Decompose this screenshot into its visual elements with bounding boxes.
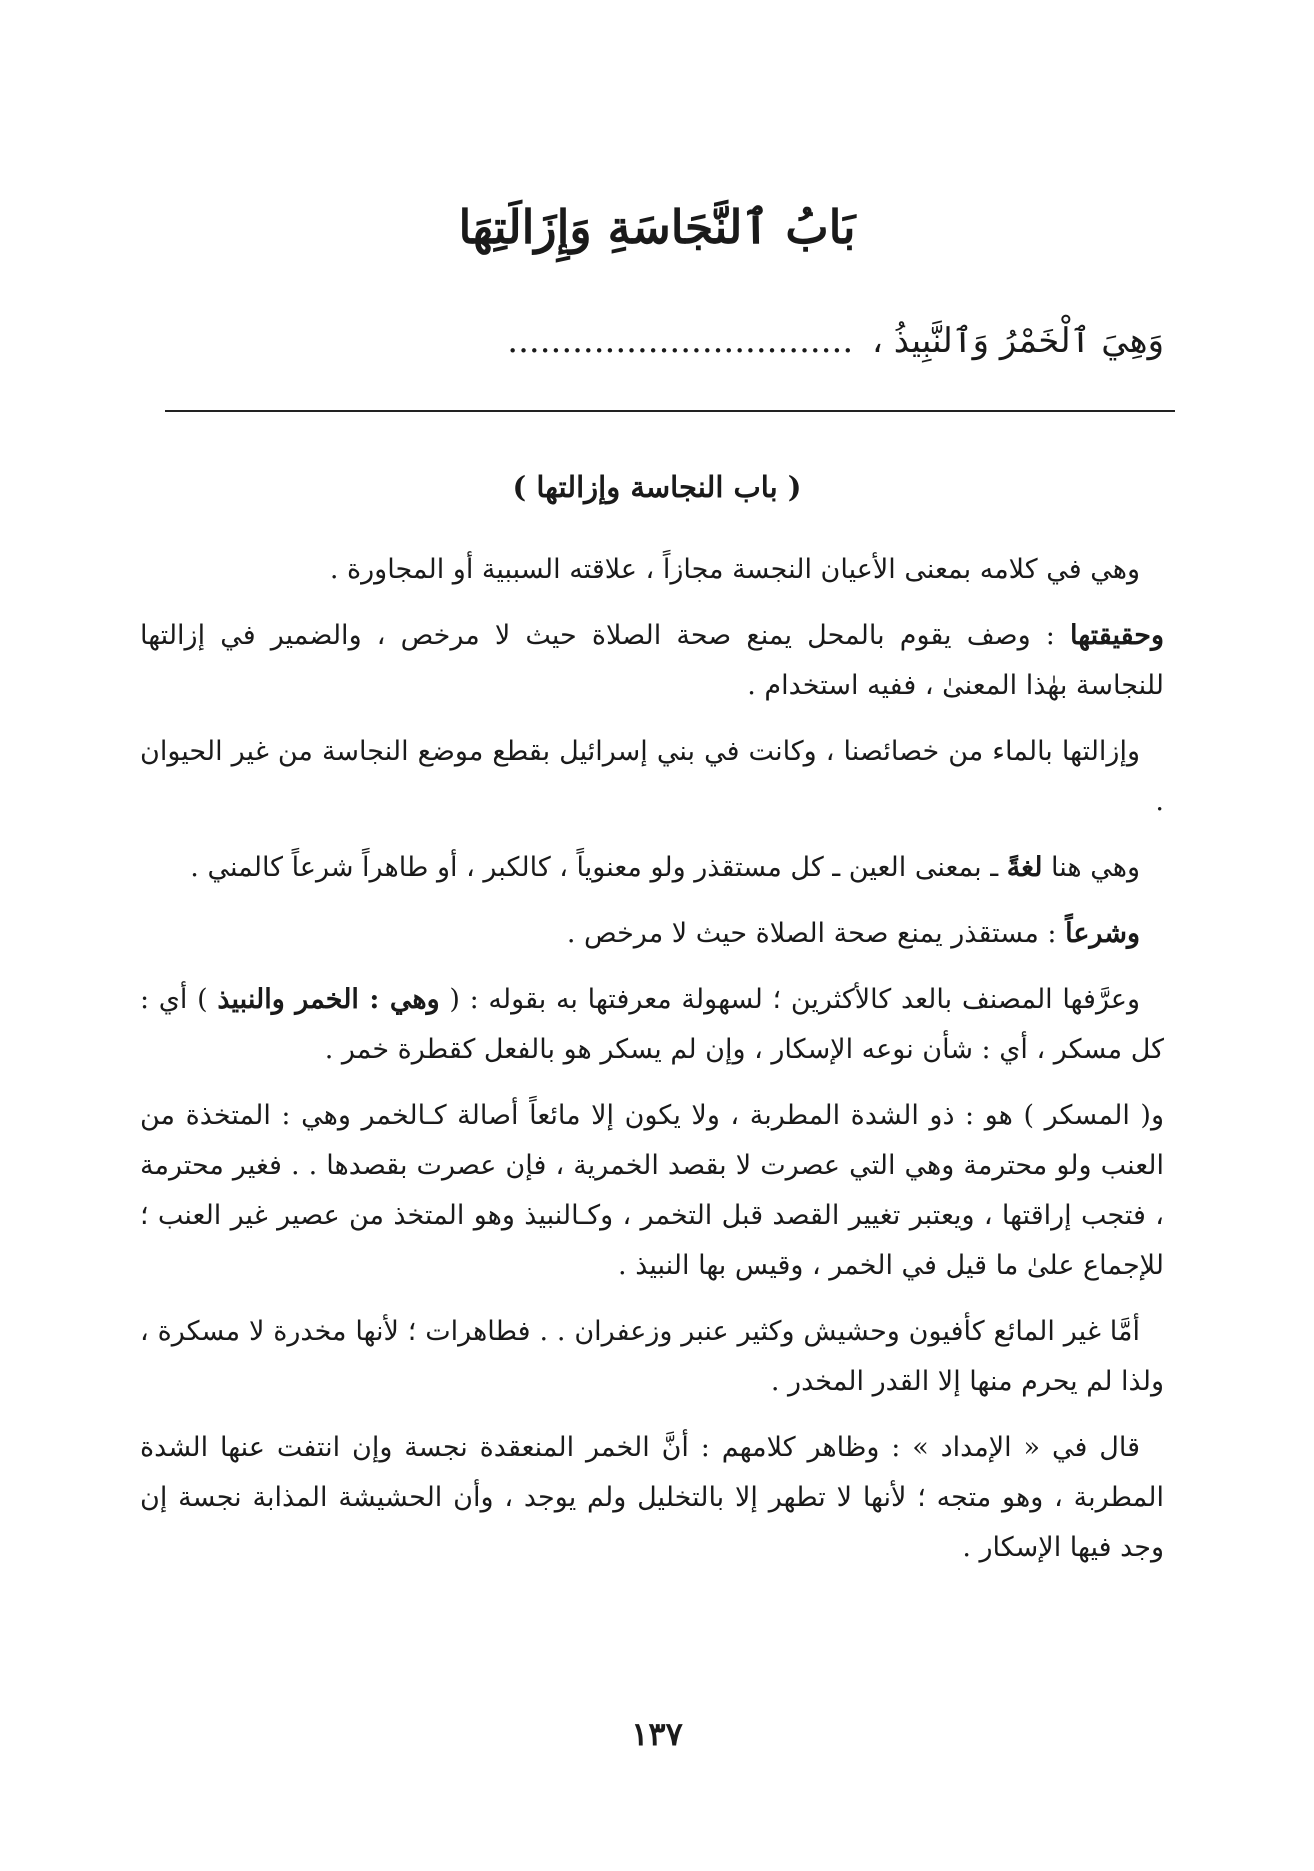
- paragraph-5: [140, 909, 1164, 959]
- paragraph-text: : وصف يقوم بالمحل يمنع صحة الصلاة حيث لا مرخص ، والضمير في إزالتها للنجاسة بهٰذا المعنىٰ ، ففيه استخدام .: [140, 620, 1164, 701]
- paragraph-2: [140, 611, 1164, 711]
- matn-dots: ................................: [507, 321, 854, 361]
- paragraph-7: [140, 1091, 1164, 1291]
- paragraph-text: ـ بمعنى العين ـ كل مستقذر ولو معنوياً ، كالكبر ، أو طاهراً شرعاً كالمني .: [190, 852, 1007, 883]
- paragraph-text: وهي في كلامه بمعنى الأعيان النجسة مجازاً ، علاقته السببية أو المجاورة .: [329, 554, 1140, 585]
- commentary-body: [140, 545, 1164, 1589]
- paragraph-3: [140, 727, 1164, 827]
- matn-line: [144, 320, 1164, 361]
- paragraph-pre: وعرَّفها المصنف بالعد كالأكثرين ؛ لسهولة معرفتها به بقوله : (: [439, 984, 1140, 1015]
- paragraph-text: قال في « الإمداد » : وظاهر كلامهم : أنَّ الخمر المنعقدة نجسة وإن انتفت عنها الشدة المطربة ، وهو متجه ؛ لأنها لا تطهر إلا بالتخليل ولم يوجد ، وأن الحشيشة المذابة نجسة إن وجد فيها الإسكار .: [140, 1432, 1164, 1563]
- paragraph-pre: وهي هنا: [1042, 852, 1140, 883]
- paragraph-4: [140, 843, 1164, 893]
- term-sharan: وشرعاً: [1065, 918, 1140, 949]
- paragraph-1: [140, 545, 1164, 595]
- paragraph-text: أمَّا غير المائع كأفيون وحشيش وكثير عنبر وزعفران . . فطاهرات ؛ لأنها مخدرة لا مسكرة ، ولذا لم يحرم منها إلا القدر المخدر .: [140, 1316, 1164, 1397]
- paragraph-text: و( المسكر ) هو : ذو الشدة المطربة ، ولا يكون إلا مائعاً أصالة كـالخمر وهي : المتخذة من العنب ولو محترمة وهي التي عصرت لا بقصد الخمرية ، فإن عصرت بقصدها . . فغير محترمة ، فتجب إراقتها ، ويعتبر تغيير القصد قبل التخمر ، وكـالنبيذ وهو المتخذ من عصير غير العنب ؛ للإجماع علىٰ ما قيل في الخمر ، وقيس بها النبيذ .: [140, 1100, 1164, 1281]
- matn-quote: وهي : الخمر والنبيذ: [217, 984, 440, 1015]
- page-number: ١٣٧: [631, 1715, 683, 1753]
- section-heading: ( باب النجاسة وإزالتها ): [512, 470, 802, 504]
- paragraph-6: [140, 975, 1164, 1075]
- paragraph-text: وإزالتها بالماء من خصائصنا ، وكانت في بني إسرائيل بقطع موضع النجاسة من غير الحيوان .: [140, 736, 1164, 817]
- term-haqiqatuha: وحقيقتها: [1069, 620, 1164, 651]
- term-lughatan: لغةً: [1006, 852, 1043, 883]
- paragraph-text: ) أي : كل مسكر ، أي : شأن نوعه الإسكار ، وإن لم يسكر هو بالفعل كقطرة خمر .: [140, 984, 1164, 1065]
- matn-text: وَهِيَ ٱلْخَمْرُ وَٱلنَّبِيذُ ،: [871, 321, 1164, 361]
- section-divider: [165, 410, 1175, 412]
- paragraph-8: [140, 1307, 1164, 1407]
- chapter-title: بَابُ ٱلنَّجَاسَةِ وَإِزَالَتِهَا: [458, 200, 856, 254]
- paragraph-9: [140, 1423, 1164, 1573]
- paragraph-text: : مستقذر يمنع صحة الصلاة حيث لا مرخص .: [566, 918, 1066, 949]
